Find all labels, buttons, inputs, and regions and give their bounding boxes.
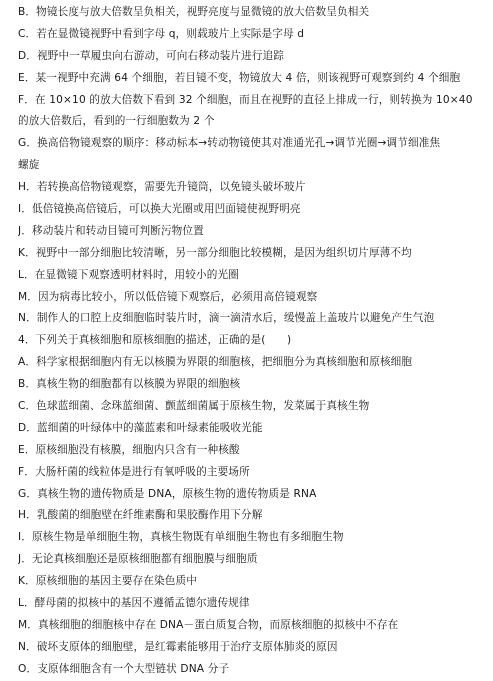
option-line: F．在 10×10 的放大倍数下看到 32 个细胞，而且在视野的直径上排成一行，则转换为 10×40 [18,93,473,106]
option-line: C．色球蓝细菌、念珠蓝细菌、颤蓝细菌属于原核生物，发菜属于真核生物 [18,400,370,413]
option-line: J．移动装片和转动目镜可判断污物位置 [18,224,204,237]
option-line: B．物镜长度与放大倍数呈负相关，视野亮度与显微镜的放大倍数呈负相关 [18,6,370,18]
option-line: I．原核生物是单细胞生物，真核生物既有单细胞生物也有多细胞生物 [18,531,344,544]
question-title: 4．下列关于真核细胞和原核细胞的描述，正确的是( ) [18,334,292,347]
option-line: D．蓝细菌的叶绿体中的藻蓝素和叶绿素能吸收光能 [18,421,263,434]
option-line: L．在显微镜下观察透明材料时，用较小的光圈 [18,268,239,281]
option-line: F．大肠杆菌的线粒体是进行有氧呼吸的主要场所 [18,465,250,478]
option-line: M．真核细胞的细胞核中存在 DNA－蛋白质复合物，而原核细胞的拟核中不存在 [18,618,399,631]
option-line-continuation: 螺旋 [18,159,40,172]
option-line: E．某一视野中充满 64 个细胞，若目镜不变，物镜放大 4 倍，则该视野可观察到约 4 个细胞 [18,71,461,84]
option-line: H．若转换高倍物镜观察，需要先升镜筒，以免镜头破坏玻片 [18,181,306,194]
option-line: J．无论真核细胞还是原核细胞都有细胞膜与细胞质 [18,553,258,566]
option-line: I．低倍镜换高倍镜后，可以换大光圈或用凹面镜使视野明亮 [18,203,301,216]
option-line: G．换高倍物镜观察的顺序：移动标本→转动物镜使其对准通光孔→调节光圈→调节细准焦 [18,137,441,150]
option-line: O．支原体细胞含有一个大型链状 DNA 分子 [18,662,230,675]
option-line: C．若在显微镜视野中看到字母 q，则载玻片上实际是字母 d [18,27,305,40]
option-line: H．乳酸菌的细胞壁在纤维素酶和果胶酶作用下分解 [18,509,263,522]
option-line: K．视野中一部分细胞比较清晰，另一部分细胞比较模糊，是因为组织切片厚薄不均 [18,246,412,259]
option-line: D．视野中一草履虫向右游动，可向右移动装片进行追踪 [18,49,285,62]
option-line: N．制作人的口腔上皮细胞临时装片时，滴一滴清水后，缓慢盖上盖玻片以避免产生气泡 [18,312,435,325]
option-line: K．原核细胞的基因主要存在染色质中 [18,575,197,588]
option-line: M．因为病毒比较小，所以低倍镜下观察后，必须用高倍镜观察 [18,290,318,303]
option-line: E．原核细胞没有核膜，细胞内只含有一种核酸 [18,443,240,456]
option-line: B．真核生物的细胞都有以核膜为界限的细胞核 [18,378,241,391]
option-line: L．酵母菌的拟核中的基因不遵循孟德尔遗传规律 [18,597,250,610]
option-line: N．破坏支原体的细胞壁，是红霉素能够用于治疗支原体肺炎的原因 [18,640,338,653]
option-line: A．科学家根据细胞内有无以核膜为界限的细胞核，把细胞分为真核细胞和原核细胞 [18,356,413,369]
option-line-continuation: 的放大倍数后，看到的一行细胞数为 2 个 [18,115,215,128]
option-line: G．真核生物的遗传物质是 DNA，原核生物的遗传物质是 RNA [18,487,317,500]
